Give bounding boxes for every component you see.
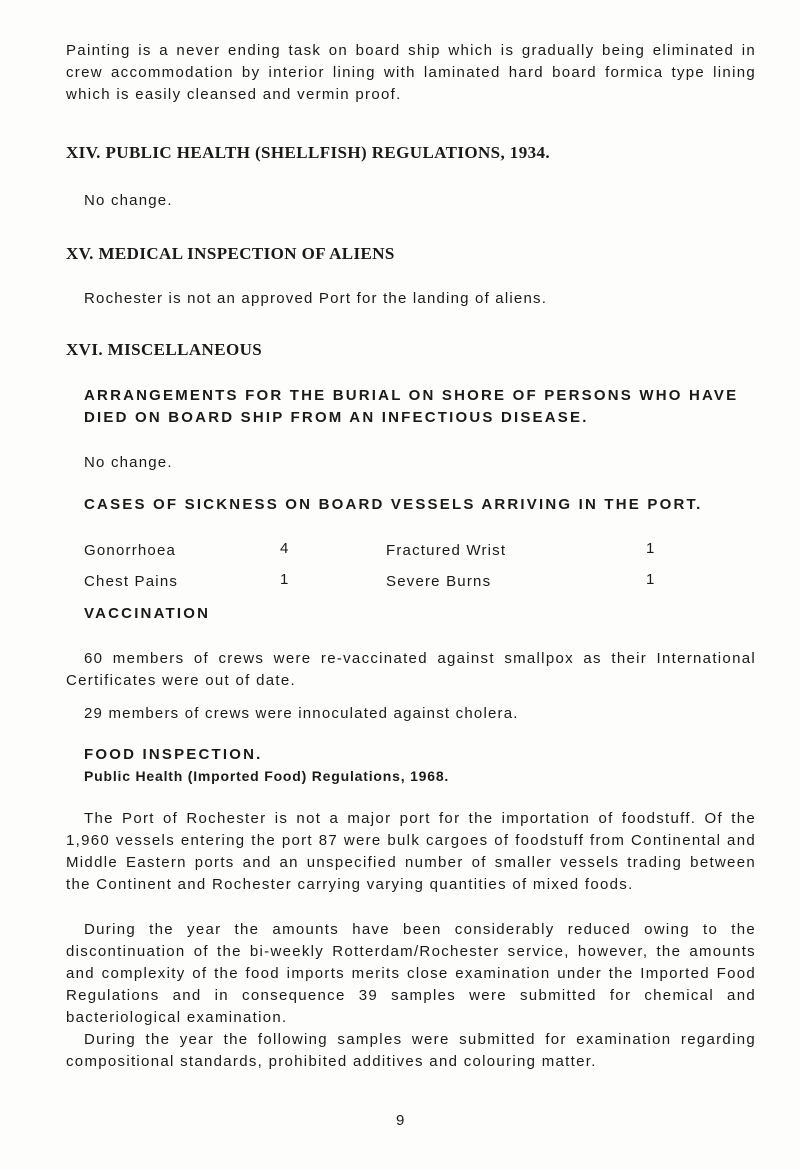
case-count: 1 <box>646 540 655 557</box>
food-heading: FOOD INSPECTION. <box>84 746 263 763</box>
vaccination-paragraph-2: 29 members of crews were innoculated against cholera. <box>84 705 519 722</box>
section-14-text: No change. <box>84 192 173 209</box>
case-count: 4 <box>280 540 289 557</box>
case-condition: Severe Burns <box>386 573 492 590</box>
food-subheading: Public Health (Imported Food) Regulations, 1968. <box>84 768 450 784</box>
intro-paragraph: Painting is a never ending task on board ship which is gradually being eliminated in crew accommodation by interior lining with laminated hard board formica type lining which is easily cleansed and vermin proof. <box>66 42 756 103</box>
sickness-heading: CASES OF SICKNESS ON BOARD VESSELS ARRIVING IN THE PORT. <box>84 496 703 513</box>
burial-text: No change. <box>84 454 173 471</box>
case-count: 1 <box>646 571 655 588</box>
burial-heading-line1: ARRANGEMENTS FOR THE BURIAL ON SHORE OF PERSONS WHO HAVE <box>84 387 739 404</box>
food-paragraph-3: During the year the following samples were submitted for examination regarding compositional standards, prohibited additives and colouring matter. <box>66 1031 756 1070</box>
section-15-heading: XV. MEDICAL INSPECTION OF ALIENS <box>66 244 395 263</box>
case-condition: Fractured Wrist <box>386 542 507 559</box>
case-condition: Chest Pains <box>84 573 179 590</box>
section-15-text: Rochester is not an approved Port for the landing of aliens. <box>84 290 548 307</box>
page-number: 9 <box>396 1112 406 1129</box>
food-paragraph-2: During the year the amounts have been considerably reduced owing to the discontinuation of the bi-weekly Rotterdam/Rochester service, however, the amounts and complexity of the food imports merits close examination under the Imported Food Regulations and in consequence 39 samples were submitted for chemical and bacteriological examination. <box>66 921 756 1026</box>
section-16-heading: XVI. MISCELLANEOUS <box>66 340 263 359</box>
vaccination-paragraph-1: 60 members of crews were re-vaccinated against smallpox as their International Certificates were out of date. <box>66 650 756 689</box>
section-14-heading: XIV. PUBLIC HEALTH (SHELLFISH) REGULATIONS, 1934. <box>66 143 551 162</box>
case-condition: Gonorrhoea <box>84 542 177 559</box>
case-count: 1 <box>280 571 289 588</box>
burial-heading-line2: DIED ON BOARD SHIP FROM AN INFECTIOUS DISEASE. <box>84 409 589 426</box>
food-paragraph-1: The Port of Rochester is not a major port for the importation of foodstuff. Of the 1,960 vessels entering the port 87 were bulk cargoes of foodstuff from Continental and Middle Eastern ports and an unspecified number of smaller vessels trading between the Continent and Rochester carrying varying quantities of mixed foods. <box>66 810 756 893</box>
vaccination-heading: VACCINATION <box>84 605 211 622</box>
